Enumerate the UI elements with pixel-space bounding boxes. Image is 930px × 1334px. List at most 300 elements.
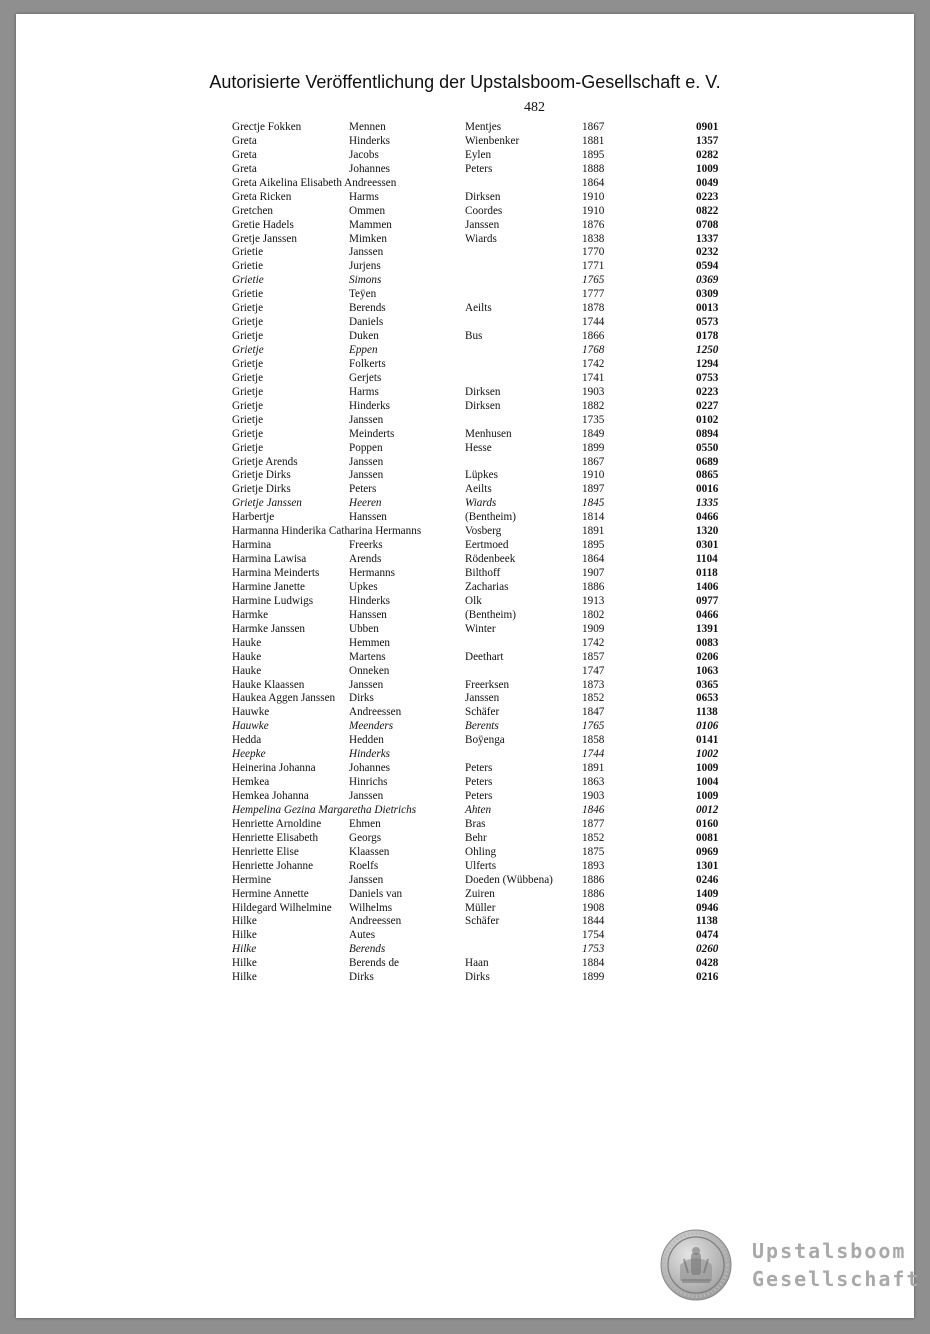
- entry-year: 1899: [582, 441, 605, 454]
- entry-year: 1881: [582, 134, 605, 147]
- entry-year: 1845: [582, 497, 605, 510]
- register-row: [232, 233, 732, 247]
- register-row: [232, 274, 732, 288]
- entry-number: 0894: [696, 427, 719, 440]
- entry-year: 1903: [582, 790, 605, 802]
- entry-first-name: Henriette Elise: [232, 845, 299, 858]
- entry-year: 1744: [582, 316, 605, 329]
- register-row: [232, 539, 732, 553]
- entry-first-name: Hauke: [232, 650, 262, 663]
- entry-surname: Boÿenga: [465, 734, 505, 747]
- entry-surname: Peters: [465, 762, 493, 775]
- entry-number: 0550: [696, 441, 719, 454]
- entry-father-name: Hinderks: [349, 399, 391, 412]
- register-row: [232, 971, 732, 985]
- logo-text-line-1: Upstalsboom: [752, 1239, 907, 1263]
- entry-first-name: Greta Ricken: [232, 190, 292, 203]
- register-row: [232, 260, 732, 274]
- entry-number: 1009: [696, 762, 719, 775]
- entry-surname: Bus: [465, 330, 483, 343]
- register-row: [232, 720, 732, 734]
- entry-surname: Doeden (Wübbena): [465, 873, 553, 886]
- entry-year: 1852: [582, 831, 605, 844]
- entry-first-name: Grietje: [232, 427, 264, 440]
- register-row: [232, 595, 732, 609]
- entry-year: 1910: [582, 204, 605, 217]
- register-row: [232, 330, 732, 344]
- entry-year: 1891: [582, 525, 605, 538]
- entry-year: 1742: [582, 357, 605, 370]
- register-row: [232, 776, 732, 790]
- entry-father-name: Roelfs: [349, 859, 379, 872]
- entry-number: 0282: [696, 148, 719, 161]
- entry-father-name: Autes: [349, 929, 376, 942]
- entry-year: 1864: [582, 176, 605, 189]
- entry-father-name: Jacobs: [349, 148, 379, 161]
- entry-first-name: Grietje: [232, 302, 264, 315]
- entry-number: 0689: [696, 455, 719, 468]
- entry-number: 1357: [696, 134, 719, 147]
- entry-surname: Wienbenker: [465, 134, 520, 147]
- entry-year: 1844: [582, 915, 605, 928]
- entry-number: 0223: [696, 385, 719, 398]
- entry-father-name: Hinrichs: [349, 776, 388, 789]
- register-row: [232, 553, 732, 567]
- entry-surname: Aeilts: [465, 483, 492, 496]
- entry-number: 1406: [696, 580, 719, 593]
- entry-first-name: Grietje: [232, 357, 264, 370]
- register-row: [232, 302, 732, 316]
- seal-icon: [660, 1229, 732, 1301]
- entry-surname: Lüpkes: [465, 469, 498, 482]
- entry-father-name: Johannes: [349, 762, 391, 775]
- entry-number: 0428: [696, 957, 719, 970]
- entry-surname: Mentjes: [465, 121, 502, 133]
- register-row: [232, 637, 732, 651]
- entry-number: 0474: [696, 929, 719, 942]
- entry-number: 0081: [696, 831, 719, 844]
- entry-first-name: Gretje Janssen: [232, 232, 297, 245]
- entry-year: 1895: [582, 148, 605, 161]
- entry-surname: Wiards: [465, 497, 497, 510]
- register-row: [232, 191, 732, 205]
- entry-father-name: Meinderts: [349, 427, 395, 440]
- entry-father-name: Onneken: [349, 664, 390, 677]
- entry-surname: Eertmoed: [465, 539, 509, 552]
- entry-surname: (Bentheim): [465, 511, 516, 524]
- entry-first-name: Harmke Janssen: [232, 622, 306, 635]
- entry-father-name: Upkes: [349, 580, 378, 593]
- entry-first-name: Grietie: [232, 260, 264, 273]
- entry-number: 0309: [696, 288, 719, 301]
- entry-surname: Schäfer: [465, 915, 500, 928]
- entry-father-name: Mimken: [349, 232, 387, 245]
- entry-year: 1838: [582, 232, 605, 245]
- entry-surname: Bilthoff: [465, 567, 501, 579]
- entry-year: 1847: [582, 706, 605, 719]
- register-row: [232, 874, 732, 888]
- entry-surname: Olk: [465, 594, 482, 607]
- register-row: [232, 414, 732, 428]
- entry-father-name: Arends: [349, 553, 382, 566]
- entry-father-name: Teÿen: [349, 288, 377, 301]
- entry-surname: Hesse: [465, 441, 492, 454]
- entry-father-name: Wilhelms: [349, 901, 393, 914]
- logo-text-line-2: Gesellschaft: [752, 1267, 921, 1291]
- entry-number: 0822: [696, 204, 719, 217]
- entry-number: 0083: [696, 636, 719, 649]
- entry-father-name: Peters: [349, 483, 377, 496]
- register-row: [232, 581, 732, 595]
- entry-surname: Peters: [465, 790, 493, 802]
- entry-first-name: Grietje: [232, 330, 264, 343]
- entry-first-name: Grectje Fokken: [232, 121, 302, 133]
- register-row: [232, 623, 732, 637]
- register-row: [232, 525, 732, 539]
- entry-number: 1009: [696, 162, 719, 175]
- entry-number: 0466: [696, 608, 719, 621]
- entry-year: 1747: [582, 664, 605, 677]
- entry-first-name: Grietje Janssen: [232, 497, 302, 510]
- entry-number: 0753: [696, 371, 719, 384]
- entry-number: 1104: [696, 553, 718, 566]
- entry-number: 0573: [696, 316, 719, 329]
- entry-surname: Ahten: [465, 803, 492, 816]
- register-row: [232, 511, 732, 525]
- entry-year: 1770: [582, 246, 605, 259]
- entry-year: 1867: [582, 121, 605, 133]
- entry-first-name: Harmina Meinderts: [232, 567, 320, 579]
- entry-father-name: Duken: [349, 330, 379, 343]
- entry-number: 0901: [696, 121, 719, 133]
- entry-father-name: Janssen: [349, 790, 384, 802]
- name-register-list: [232, 121, 732, 985]
- entry-year: 1802: [582, 608, 605, 621]
- entry-first-name: Hilke: [232, 957, 257, 970]
- entry-father-name: Freerks: [349, 539, 383, 552]
- entry-number: 0232: [696, 246, 719, 259]
- entry-first-name: Hilke: [232, 943, 257, 956]
- register-row: [232, 748, 732, 762]
- entry-number: 1138: [696, 706, 718, 719]
- entry-first-name: Grietje: [232, 399, 264, 412]
- entry-father-name: Ubben: [349, 622, 379, 635]
- entry-surname: Vosberg: [465, 525, 502, 538]
- entry-father-name: Mammen: [349, 218, 392, 231]
- register-row: [232, 651, 732, 665]
- entry-first-name: Henriette Elisabeth: [232, 831, 319, 844]
- entry-first-name: Hemkea Johanna: [232, 790, 309, 802]
- entry-father-name: Janssen: [349, 678, 384, 691]
- entry-number: 0865: [696, 469, 719, 482]
- entry-number: 0223: [696, 190, 719, 203]
- entry-year: 1873: [582, 678, 605, 691]
- entry-surname: Janssen: [465, 692, 500, 705]
- entry-number: 0246: [696, 873, 719, 886]
- entry-father-name: Hinderks: [349, 594, 391, 607]
- entry-year: 1867: [582, 455, 605, 468]
- entry-first-name: Hermine Annette: [232, 887, 309, 900]
- entry-number: 0946: [696, 901, 719, 914]
- entry-number: 0106: [696, 720, 719, 733]
- entry-number: 1337: [696, 232, 719, 245]
- entry-first-name: Harmke: [232, 608, 269, 621]
- entry-father-name: Berends: [349, 302, 386, 315]
- entry-first-name: Haukea Aggen Janssen: [232, 692, 336, 705]
- entry-surname: Dirksen: [465, 399, 501, 412]
- entry-year: 1903: [582, 385, 605, 398]
- entry-year: 1882: [582, 399, 605, 412]
- entry-first-name: Grietje: [232, 316, 264, 329]
- entry-surname: Freerksen: [465, 678, 510, 691]
- entry-surname: Ulferts: [465, 859, 497, 872]
- entry-first-name: Hauke: [232, 636, 262, 649]
- register-row: [232, 358, 732, 372]
- entry-surname: Eylen: [465, 148, 492, 161]
- entry-first-name: Grietie: [232, 246, 264, 259]
- entry-father-name: Andreessen: [349, 915, 402, 928]
- entry-father-name: Hemmen: [349, 636, 391, 649]
- register-row: [232, 706, 732, 720]
- entry-number: 1335: [696, 497, 719, 510]
- entry-father-name: Gerjets: [349, 371, 382, 384]
- entry-year: 1909: [582, 622, 605, 635]
- entry-number: 0049: [696, 176, 719, 189]
- register-row: [232, 846, 732, 860]
- entry-surname: Behr: [465, 831, 487, 844]
- entry-first-name: Grietie: [232, 274, 264, 287]
- entry-surname: Rödenbeek: [465, 553, 516, 566]
- entry-year: 1754: [582, 929, 605, 942]
- entry-year: 1777: [582, 288, 605, 301]
- entry-father-name: Folkerts: [349, 357, 386, 370]
- entry-number: 1004: [696, 776, 719, 789]
- entry-father-name: Daniels van: [349, 887, 403, 900]
- entry-year: 1891: [582, 762, 605, 775]
- entry-number: 1294: [696, 357, 719, 370]
- entry-number: 1138: [696, 915, 718, 928]
- entry-year: 1908: [582, 901, 605, 914]
- register-row: [232, 790, 732, 804]
- register-row: [232, 957, 732, 971]
- entry-first-name: Harbertje: [232, 511, 275, 524]
- register-row: [232, 734, 732, 748]
- register-row: [232, 400, 732, 414]
- entry-surname: Deethart: [465, 650, 504, 663]
- entry-surname: Wiards: [465, 232, 497, 245]
- entry-year: 1849: [582, 427, 605, 440]
- entry-surname: Schäfer: [465, 706, 500, 719]
- entry-surname: Dirksen: [465, 385, 501, 398]
- entry-surname: Aeilts: [465, 302, 492, 315]
- register-row: [232, 219, 732, 233]
- register-row: [232, 344, 732, 358]
- entry-first-name: Grietje: [232, 441, 264, 454]
- entry-father-name: Janssen: [349, 873, 384, 886]
- entry-year: 1888: [582, 162, 605, 175]
- entry-number: 0466: [696, 511, 719, 524]
- register-row: [232, 860, 732, 874]
- entry-number: 0206: [696, 650, 719, 663]
- register-row: [232, 902, 732, 916]
- entry-first-name: Harmine Janette: [232, 580, 305, 593]
- entry-surname: Zacharias: [465, 580, 509, 593]
- register-row: [232, 316, 732, 330]
- entry-first-name: Gretie Hadels: [232, 218, 294, 231]
- entry-year: 1878: [582, 302, 605, 315]
- page-header-title: Autorisierte Veröffentlichung der Upstalsboom-Gesellschaft e. V.: [209, 72, 721, 92]
- entry-father-name: Harms: [349, 190, 379, 203]
- entry-surname: Haan: [465, 957, 489, 970]
- entry-first-name: Grietje Arends: [232, 455, 298, 468]
- entry-first-name: Hauke Klaassen: [232, 678, 305, 691]
- entry-father-name: Georgs: [349, 831, 382, 844]
- entry-number: 0260: [696, 943, 719, 956]
- entry-number: 0365: [696, 678, 719, 691]
- entry-father-name: Hanssen: [349, 608, 387, 621]
- register-row: [232, 818, 732, 832]
- entry-year: 1910: [582, 190, 605, 203]
- entry-first-name: Grietje Dirks: [232, 483, 291, 496]
- entry-year: 1910: [582, 469, 605, 482]
- entry-father-name: Klaassen: [349, 845, 390, 858]
- entry-first-name: Heinerina Johanna: [232, 762, 316, 775]
- entry-father-name: Janssen: [349, 413, 384, 426]
- register-row: [232, 679, 732, 693]
- entry-father-name: Hinderks: [349, 748, 391, 761]
- entry-year: 1852: [582, 692, 605, 705]
- entry-surname: Peters: [465, 776, 493, 789]
- entry-first-name: Harmine Ludwigs: [232, 594, 314, 607]
- entry-surname: Winter: [465, 622, 496, 635]
- entry-first-name: Harmina Lawisa: [232, 553, 307, 566]
- entry-number: 0708: [696, 218, 719, 231]
- register-row: [232, 469, 732, 483]
- entry-year: 1876: [582, 218, 605, 231]
- entry-first-name: Harmanna Hinderika Catharina Hermanns: [232, 525, 422, 538]
- entry-year: 1913: [582, 594, 605, 607]
- entry-year: 1864: [582, 553, 605, 566]
- entry-father-name: Daniels: [349, 316, 384, 329]
- register-row: [232, 665, 732, 679]
- entry-first-name: Hemkea: [232, 776, 270, 789]
- entry-father-name: Meenders: [349, 720, 394, 733]
- register-row: [232, 762, 732, 776]
- entry-surname: Coordes: [465, 204, 503, 217]
- entry-number: 0969: [696, 845, 719, 858]
- entry-number: 0013: [696, 302, 719, 315]
- entry-year: 1866: [582, 330, 605, 343]
- entry-surname: Dirks: [465, 971, 490, 984]
- entry-first-name: Heepke: [232, 748, 266, 761]
- entry-father-name: Jurjens: [349, 260, 381, 273]
- entry-number: 1409: [696, 887, 719, 900]
- register-row: [232, 804, 732, 818]
- entry-first-name: Grietje: [232, 385, 264, 398]
- entry-year: 1893: [582, 859, 605, 872]
- entry-number: 0016: [696, 483, 719, 496]
- entry-number: 0118: [696, 567, 718, 579]
- entry-first-name: Hermine: [232, 873, 272, 886]
- entry-surname: Müller: [465, 901, 496, 914]
- entry-father-name: Hermanns: [349, 567, 395, 579]
- entry-year: 1771: [582, 260, 605, 273]
- entry-number: 0977: [696, 594, 719, 607]
- entry-first-name: Hauwke: [232, 720, 269, 733]
- entry-first-name: Hauwke: [232, 706, 270, 719]
- entry-father-name: Poppen: [349, 441, 383, 454]
- entry-surname: Peters: [465, 162, 493, 175]
- entry-father-name: Simons: [349, 274, 382, 287]
- entry-year: 1886: [582, 873, 605, 886]
- entry-father-name: Hanssen: [349, 511, 387, 524]
- document-page: [16, 14, 921, 1318]
- register-row: [232, 177, 732, 191]
- register-row: [232, 692, 732, 706]
- entry-number: 0102: [696, 413, 719, 426]
- register-row: [232, 149, 732, 163]
- entry-father-name: Hedden: [349, 734, 384, 747]
- entry-first-name: Hauke: [232, 664, 262, 677]
- register-row: [232, 121, 732, 135]
- entry-first-name: Grietje Dirks: [232, 469, 291, 482]
- entry-year: 1886: [582, 580, 605, 593]
- entry-surname: Janssen: [465, 218, 500, 231]
- entry-first-name: Hilke: [232, 915, 257, 928]
- register-row: [232, 456, 732, 470]
- entry-father-name: Dirks: [349, 692, 374, 705]
- entry-number: 0369: [696, 274, 719, 287]
- entry-year: 1846: [582, 803, 605, 816]
- entry-first-name: Gretchen: [232, 204, 273, 217]
- entry-year: 1768: [582, 344, 605, 356]
- register-row: [232, 943, 732, 957]
- entry-number: 0594: [696, 260, 719, 273]
- page-number: 482: [524, 100, 545, 115]
- register-row: [232, 609, 732, 623]
- entry-father-name: Janssen: [349, 469, 384, 482]
- register-row: [232, 929, 732, 943]
- register-row: [232, 205, 732, 219]
- entry-year: 1875: [582, 845, 605, 858]
- entry-number: 1301: [696, 859, 719, 872]
- entry-number: 0301: [696, 539, 719, 552]
- entry-year: 1741: [582, 371, 605, 384]
- entry-first-name: Hedda: [232, 734, 262, 747]
- entry-first-name: Greta: [232, 134, 257, 147]
- entry-first-name: Grietje: [232, 413, 264, 426]
- entry-father-name: Ommen: [349, 204, 386, 217]
- entry-year: 1897: [582, 483, 605, 496]
- register-row: [232, 386, 732, 400]
- entry-year: 1735: [582, 413, 605, 426]
- register-row: [232, 497, 732, 511]
- entry-surname: Zuiren: [465, 887, 495, 900]
- entry-father-name: Martens: [349, 650, 386, 663]
- entry-father-name: Berends de: [349, 957, 400, 970]
- entry-year: 1857: [582, 650, 605, 663]
- entry-number: 0012: [696, 803, 719, 816]
- entry-father-name: Dirks: [349, 971, 374, 984]
- register-row: [232, 483, 732, 497]
- entry-number: 0216: [696, 971, 719, 984]
- entry-father-name: Hinderks: [349, 134, 391, 147]
- entry-first-name: Hilke: [232, 929, 257, 942]
- entry-year: 1884: [582, 957, 605, 970]
- register-row: [232, 246, 732, 260]
- entry-number: 1002: [696, 748, 719, 761]
- entry-year: 1863: [582, 776, 605, 789]
